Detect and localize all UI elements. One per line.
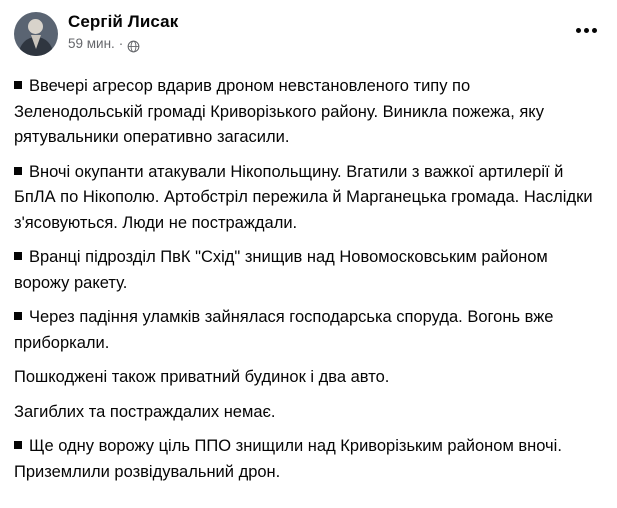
post-paragraph [14, 305, 603, 356]
post-header-text [68, 10, 178, 53]
more-options-icon[interactable] [569, 18, 603, 42]
post-paragraph-text: Вранці підрозділ ПвК "Схід" знищив над Новомосковським районом ворожу ракету. [14, 248, 548, 292]
post-paragraph-text: Вночі окупанти атакували Нікопольщину. Вгатили з важкої артилерії й БпЛА по Нікополю. Артобстріл пережила й Марганецька громада. Наслідки з'ясовуються. Люди не постраждали. [14, 162, 593, 232]
meta-separator: · [118, 36, 124, 52]
post-paragraph [14, 400, 603, 426]
bullet-icon [14, 167, 22, 175]
post-paragraph [14, 434, 603, 485]
post-meta [68, 36, 178, 52]
bullet-icon [14, 441, 22, 449]
post-paragraph-text: Пошкоджені також приватний будинок і два авто. [14, 368, 390, 386]
post-paragraph-text: Ввечері агресор вдарив дроном невстановленого типу по Зеленодольській громаді Криворізького району. Виникла пожежа, яку рятувальники оперативно загасили. [14, 77, 544, 146]
post-paragraph [14, 160, 603, 237]
menu-dot [576, 28, 581, 33]
menu-dot [592, 28, 597, 33]
post-paragraph-text: Ще одну ворожу ціль ППО знищили над Криворізьким районом вночі. Приземлили розвідувальний дрон. [14, 437, 562, 481]
post-paragraph [14, 365, 603, 391]
author-name[interactable]: Сергій Лисак [68, 12, 179, 31]
bullet-icon [14, 312, 22, 320]
post-paragraph-text: Загиблих та постраждалих немає. [14, 402, 276, 421]
post-header [14, 10, 603, 66]
post-paragraph-text: Через падіння уламків зайнялася господарська споруда. Вогонь вже приборкали. [14, 308, 554, 352]
post-paragraph [14, 245, 603, 296]
globe-icon[interactable] [127, 40, 140, 53]
menu-dot [584, 28, 589, 33]
bullet-icon [14, 81, 22, 89]
bullet-icon [14, 252, 22, 260]
post-paragraph [14, 74, 603, 151]
avatar-head-shape [28, 19, 43, 34]
avatar[interactable] [14, 12, 58, 56]
post-body [14, 74, 603, 485]
post-timestamp[interactable]: 59 мин. [68, 36, 115, 52]
